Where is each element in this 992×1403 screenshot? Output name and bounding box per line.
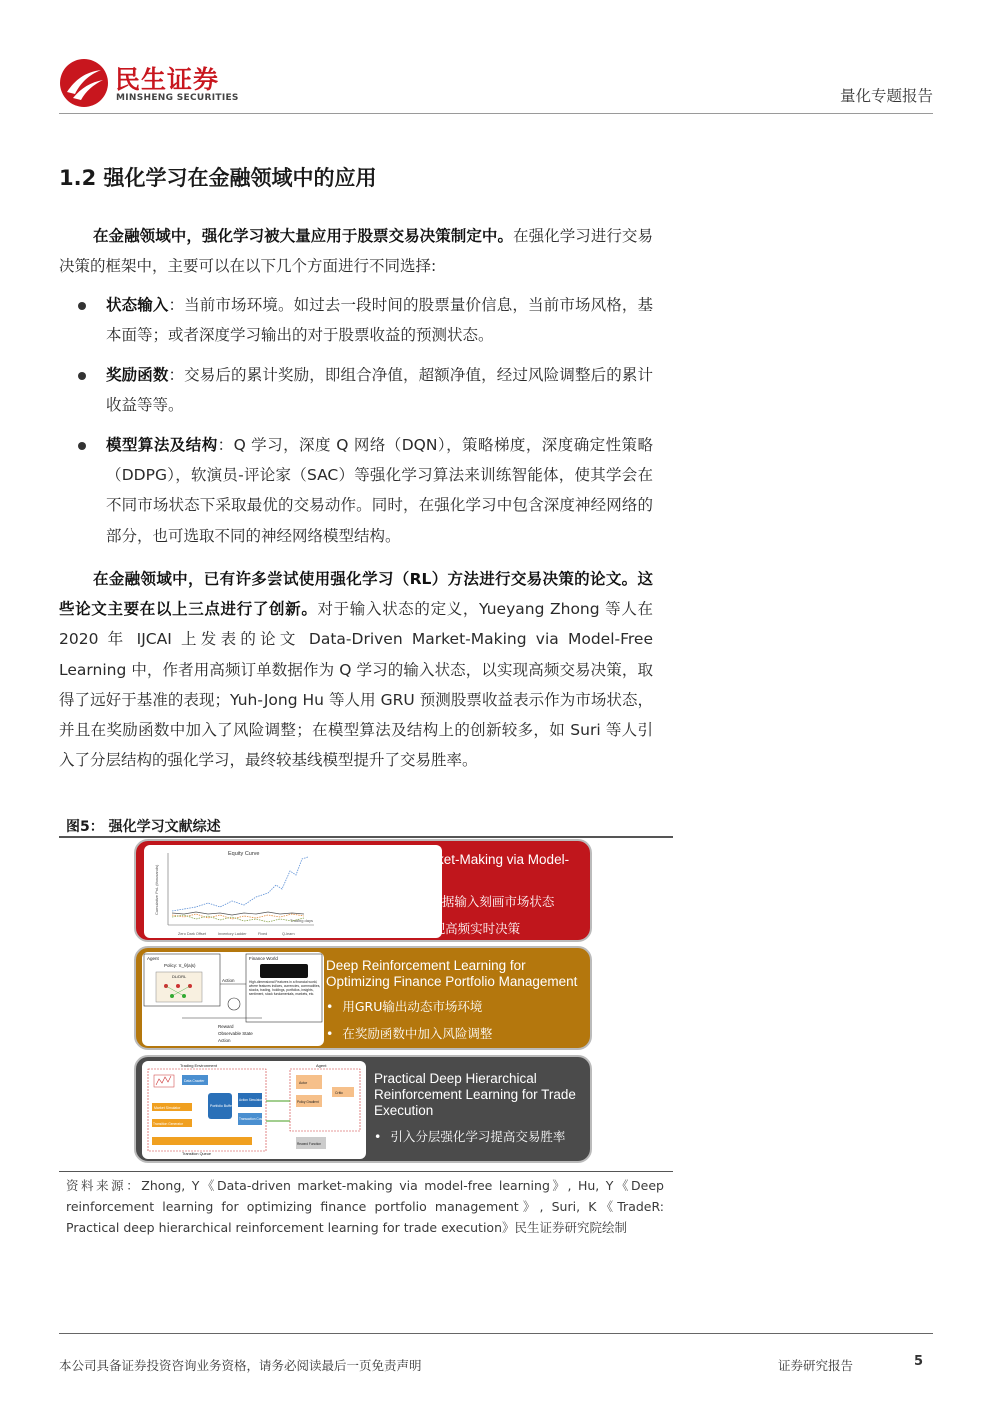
bullet-state-input	[106, 290, 653, 350]
bullet-term: 奖励函数	[106, 366, 169, 384]
page-number: 5	[914, 1354, 924, 1369]
thumb-series-fixed	[172, 914, 304, 919]
panel-point: • 引入分层强化学习提高交易胜率	[374, 1129, 565, 1145]
thumb-xlabel: Trading days	[290, 918, 313, 923]
network-label: DL/DRL	[172, 974, 187, 979]
figure-top-rule	[59, 836, 673, 838]
action-label: Action	[222, 978, 235, 983]
figure-source-note: 资料来源：Zhong, Y《Data-driven market-making via model-free learning》, Hu, Y《Deep reinforcement learning for optimizing finance portfolio management》, Suri, K《TradeR: Practical deep hierarchical reinforcement learning for trade execution》民生证券研究院绘制	[66, 1178, 664, 1235]
thumb-legend-item: Zero Dark Offset	[178, 932, 206, 936]
footer-disclaimer: 本公司具备证券投资咨询业务资格，请务必阅读最后一页免责声明	[59, 1358, 422, 1373]
intro-text: 在强化学习进行交易决策的框架中，主要可以在以下几个方面进行不同选择:	[59, 227, 653, 276]
logo-chinese-name: 民生证券	[115, 65, 220, 94]
thumb-legend-item: Fixed	[258, 932, 268, 936]
box-label: Reward Function	[297, 1142, 322, 1146]
logo-english-name: MINSHENG SECURITIES	[116, 93, 239, 103]
finance-world-label: Finance World	[249, 956, 278, 961]
bullet-dot	[78, 372, 86, 380]
queue-label: Transition Queue	[182, 1152, 211, 1156]
footer-rule	[59, 1333, 933, 1334]
panel-point: • 用订单薄作为数据输入刻画市场状态	[338, 894, 554, 910]
bullet-text: ：当前市场环境。如过去一段时间的股票量价信息，当前市场风格，基本面等；或者深度学习输出的对于股票收益的预测状态。	[106, 296, 653, 345]
figure-title: 图5： 强化学习文献综述	[66, 819, 221, 835]
panel-title: Data-Driven Market-Making via Model-Free Learning	[338, 852, 570, 883]
box-label: Transition Generator	[153, 1122, 184, 1126]
box-label: Portfolio Buffer	[210, 1104, 234, 1108]
figure-panel-trade-execution	[134, 1055, 592, 1163]
literature-text: 对于输入状态的定义，Yueyang Zhong 等人在 2020 年 IJCAI 上发表的论文 Data-Driven Market-Making via Model-Free Learning 中，作者用高频订单数据作为 Q 学习的输入状态，以实现高频交易决策，取得了远好于基准的表现；Yuh-Jong Hu 等人用 GRU 预测股票收益表示作为市场状态，并且在奖励函数中加入了风险调整；在模型算法及结构上的创新较多，如 Suri 等人引入了分层结构的强化学习，最终较基线模型提升了交易胜率。	[59, 600, 653, 770]
bullet-dot	[78, 442, 86, 450]
hrl-framework-diagram	[142, 1061, 366, 1159]
box-label: Policy Gradient	[297, 1100, 319, 1104]
box-label: Market Simulator	[154, 1106, 181, 1110]
state-label: Observable State	[218, 1031, 253, 1036]
box-label: Actor	[299, 1081, 308, 1085]
intro-bold: 在金融领域中，强化学习被大量应用于股票交易决策制定中。	[93, 227, 514, 245]
cycle-icon	[228, 998, 240, 1010]
thumb-legend-item: Q-learn	[282, 932, 295, 936]
bullet-model-algorithm	[106, 430, 653, 551]
thumb-series-zero	[172, 912, 304, 915]
hrl-framework-thumbnail	[142, 1061, 366, 1159]
drl-framework-thumbnail	[142, 952, 324, 1046]
bullet-term: 状态输入	[106, 296, 169, 314]
policy-label: Policy: π_θ(a|s)	[164, 963, 196, 968]
bullet-term: 模型算法及结构	[106, 436, 218, 454]
figure-panel-market-making	[134, 839, 592, 942]
panel-point: • 在奖励函数中加入风险调整	[326, 1026, 492, 1042]
section-title: 1.2 强化学习在金融领域中的应用	[59, 166, 377, 190]
drl-framework-diagram	[142, 952, 324, 1046]
bullet-text: ：交易后的累计奖励，即组合净值，超额净值，经过风险调整后的累计收益等等。	[106, 366, 653, 415]
box-label: Data Crawler	[184, 1079, 205, 1083]
price-chart-box	[154, 1075, 174, 1087]
thumb-caption: Equity Curve	[228, 851, 260, 857]
figure-panel-portfolio-management	[134, 946, 592, 1050]
panel-title: Deep Reinforcement Learning for Optimizing Finance Portfolio Management	[326, 958, 578, 989]
thumb-series-qlearn	[172, 857, 308, 911]
box-label: Transaction Cost	[239, 1117, 263, 1121]
box-label: Action Simulator	[239, 1098, 263, 1102]
intro-paragraph	[59, 221, 653, 281]
literature-bold: 在金融领域中，已有许多尝试使用强化学习（RL）方法进行交易决策的论文。这些论文主要在以上三点进行了创新。	[59, 570, 653, 619]
finance-logo-block	[260, 964, 308, 978]
footer-report-label: 证券研究报告	[778, 1358, 854, 1373]
agent-label: Agent	[316, 1063, 327, 1068]
thumb-legend-item: Inventory Ladder	[218, 932, 247, 936]
thumb-ylabel: Cumulative PnL (thousands)	[154, 864, 159, 915]
finance-world-desc: High-dimensional Features in a financial world, where features indices, currencies, commodities, stocks, trading, holdings, portfolios, insights, sentiment, stock fundamentals, markets, etc.	[249, 980, 321, 996]
bullet-reward-function	[106, 360, 653, 420]
panel-point: • 用GRU输出动态市场环境	[326, 999, 482, 1015]
box-label: Critic	[335, 1091, 343, 1095]
page-header	[59, 54, 933, 114]
finance-world-desc-wrap	[249, 980, 321, 1020]
company-logo	[59, 58, 239, 108]
literature-paragraph	[59, 564, 653, 775]
bullet-text: ：Q 学习，深度 Q 网络（DQN），策略梯度，深度确定性策略（DDPG），软演员-评论家（SAC）等强化学习算法来训练智能体，使其学会在不同市场状态下采取最优的交易动作。同时，在强化学习中包含深度神经网络的部分，也可选取不同的神经网络模型结构。	[106, 436, 653, 545]
env-label: Trading Environment	[180, 1063, 217, 1068]
figure-bottom-rule	[59, 1171, 673, 1172]
action-label-2: Action	[218, 1038, 231, 1043]
transition-queue-box	[152, 1137, 252, 1145]
agent-label: Agent	[147, 956, 159, 961]
panel-point: • Q-learning实现高频实时决策	[338, 921, 520, 937]
neuron-node	[176, 984, 180, 988]
panel-title: Practical Deep Hierarchical Reinforcement Learning for Trade Execution	[374, 1071, 576, 1118]
bullet-dot	[78, 302, 86, 310]
reward-label: Reward	[218, 1024, 234, 1029]
report-type-label: 量化专题报告	[839, 87, 933, 105]
minsheng-logo-icon	[59, 58, 109, 108]
